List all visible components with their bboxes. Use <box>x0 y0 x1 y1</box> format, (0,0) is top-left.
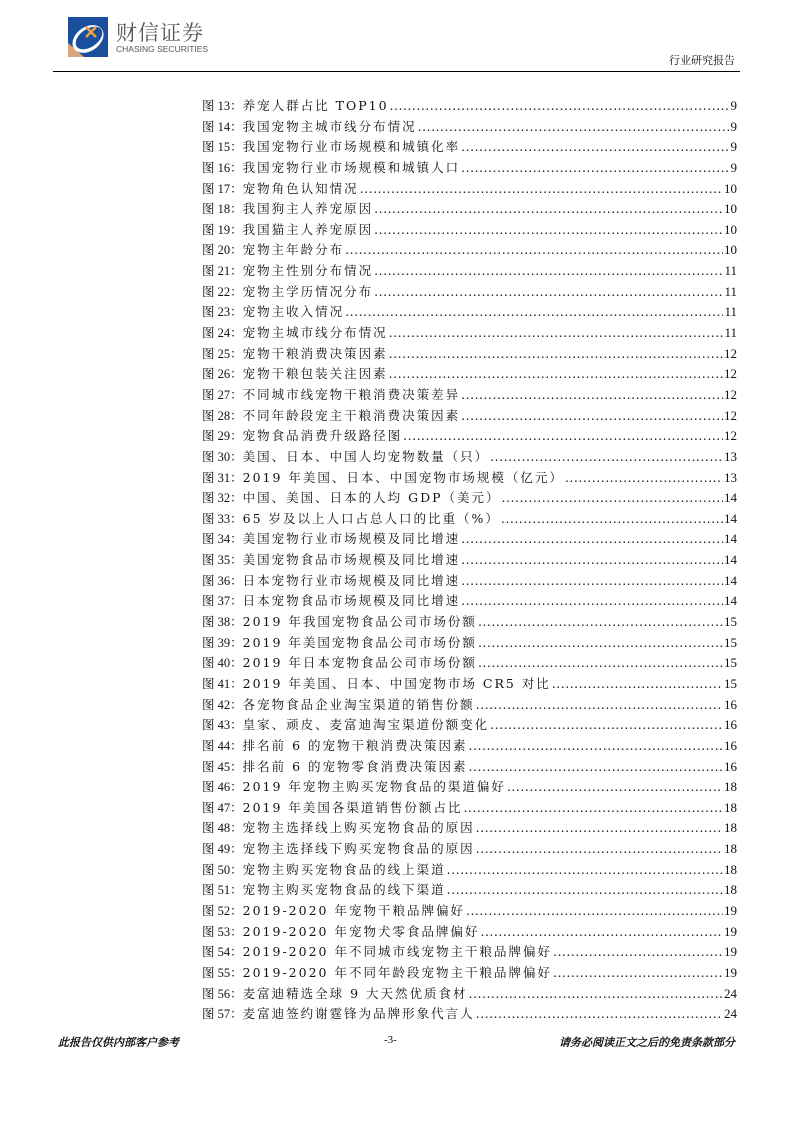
toc-entry-title: 宠物主选择线上购买宠物食品的原因 <box>242 820 475 836</box>
toc-entry[interactable] <box>202 591 737 612</box>
header-divider <box>53 71 740 72</box>
toc-entry[interactable] <box>202 571 737 592</box>
toc-entry-title: 日本宠物食品市场规模及同比增速 <box>242 593 461 609</box>
toc-entry-label: 图 51： <box>202 883 243 898</box>
footer-disclaimer-right: 请务必阅读正文之后的免责条款部分 <box>559 1036 735 1049</box>
toc-entry[interactable] <box>202 302 737 323</box>
toc-entry-page: 18 <box>724 799 737 815</box>
toc-leader-dots <box>490 449 723 464</box>
toc-entry-title: 2019-2020 年宠物犬零食品牌偏好 <box>242 923 480 939</box>
toc-entry-label: 图 44： <box>202 738 243 753</box>
toc-entry[interactable] <box>202 612 737 633</box>
toc-entry[interactable] <box>202 406 737 427</box>
toc-leader-dots <box>553 965 723 980</box>
toc-leader-dots <box>469 738 723 753</box>
toc-entry-label: 图 39： <box>202 635 243 650</box>
toc-entry-title: 宠物主年龄分布 <box>242 242 345 258</box>
toc-leader-dots <box>502 490 723 505</box>
toc-entry-title: 2019 年美国宠物食品公司市场份额 <box>242 634 477 650</box>
toc-entry[interactable] <box>202 633 737 654</box>
toc-entry-page: 11 <box>724 263 737 279</box>
toc-entry-title: 美国、日本、中国人均宠物数量（只） <box>242 448 490 464</box>
toc-entry-label: 图 54： <box>202 945 243 960</box>
toc-entry[interactable] <box>202 488 737 509</box>
toc-leader-dots <box>552 676 723 691</box>
toc-entry-page: 12 <box>724 407 737 423</box>
toc-entry[interactable] <box>202 880 737 901</box>
toc-leader-dots <box>565 470 723 485</box>
toc-entry-label: 图 46： <box>202 780 243 795</box>
toc-entry[interactable] <box>202 839 737 860</box>
toc-entry-title: 我国宠物主城市线分布情况 <box>242 118 417 134</box>
toc-entry-page: 13 <box>724 469 737 485</box>
toc-entry[interactable] <box>202 550 737 571</box>
toc-entry-label: 图 57： <box>202 1007 243 1022</box>
toc-entry-page: 10 <box>724 221 737 237</box>
toc-leader-dots <box>463 800 723 815</box>
toc-leader-dots <box>345 242 723 257</box>
toc-entry-label: 图 25： <box>202 346 243 361</box>
toc-entry[interactable] <box>202 695 737 716</box>
toc-entry[interactable] <box>202 344 737 365</box>
toc-entry-page: 18 <box>724 820 737 836</box>
page-number: -3- <box>384 1034 397 1046</box>
toc-entry-title: 不同年龄段宠主干粮消费决策因素 <box>242 407 461 423</box>
toc-entry[interactable] <box>202 137 737 158</box>
toc-leader-dots <box>389 346 723 361</box>
toc-entry-title: 我国宠物行业市场规模和城镇化率 <box>242 139 461 155</box>
toc-entry-label: 图 56： <box>202 986 243 1001</box>
toc-entry-title: 2019 年我国宠物食品公司市场份额 <box>242 614 477 630</box>
toc-entry-page: 14 <box>724 531 737 547</box>
toc-entry-title: 2019 年宠物主购买宠物食品的渠道偏好 <box>242 779 506 795</box>
toc-entry-title: 宠物主性别分布情况 <box>242 263 374 279</box>
toc-entry-page: 11 <box>724 283 737 299</box>
toc-entry-title: 美国宠物行业市场规模及同比增速 <box>242 531 461 547</box>
toc-entry[interactable] <box>202 509 737 530</box>
toc-entry-page: 18 <box>724 882 737 898</box>
toc-entry-page: 15 <box>724 634 737 650</box>
toc-entry-page: 9 <box>730 118 737 134</box>
toc-leader-dots <box>390 98 730 113</box>
toc-leader-dots <box>447 882 723 897</box>
toc-entry-title: 65 岁及以上人口占总人口的比重（%） <box>242 510 500 526</box>
toc-entry[interactable] <box>202 715 737 736</box>
toc-entry[interactable] <box>202 323 737 344</box>
toc-leader-dots <box>476 1006 723 1021</box>
toc-entry[interactable] <box>202 96 737 117</box>
toc-entry-label: 图 13： <box>202 99 243 113</box>
toc-entry[interactable] <box>202 447 737 468</box>
toc-leader-dots <box>447 862 723 877</box>
toc-entry-title: 宠物主收入情况 <box>242 304 345 320</box>
toc-entry-label: 图 53： <box>202 924 243 939</box>
toc-leader-dots <box>389 366 723 381</box>
toc-entry-page: 12 <box>724 345 737 361</box>
toc-entry[interactable] <box>202 385 737 406</box>
toc-entry[interactable] <box>202 364 737 385</box>
toc-entry-page: 12 <box>724 428 737 444</box>
toc-entry-label: 图 16： <box>202 160 243 175</box>
toc-entry[interactable] <box>202 653 737 674</box>
toc-entry-title: 宠物干粮包装关注因素 <box>242 366 388 382</box>
toc-entry[interactable] <box>202 282 737 303</box>
toc-entry-title: 2019-2020 年不同年龄段宠物主干粮品牌偏好 <box>242 964 552 980</box>
toc-entry-label: 图 50： <box>202 862 243 877</box>
toc-entry-title: 2019 年美国各渠道销售份额占比 <box>242 799 463 815</box>
toc-entry-page: 16 <box>724 737 737 753</box>
toc-entry-label: 图 29： <box>202 429 243 444</box>
toc-entry-page: 12 <box>724 386 737 402</box>
toc-leader-dots <box>553 944 723 959</box>
toc-entry-page: 18 <box>724 841 737 857</box>
toc-entry[interactable] <box>202 757 737 778</box>
toc-entry-page: 19 <box>724 964 737 980</box>
toc-entry[interactable] <box>202 117 737 138</box>
toc-entry-page: 14 <box>724 510 737 526</box>
toc-entry-title: 皇家、顽皮、麦富迪淘宝渠道份额变化 <box>242 717 490 733</box>
toc-entry-page: 14 <box>724 572 737 588</box>
toc-entry[interactable] <box>202 922 737 943</box>
toc-leader-dots <box>345 304 723 319</box>
toc-entry-label: 图 17： <box>202 181 243 196</box>
toc-entry-title: 2019 年日本宠物食品公司市场份额 <box>242 655 477 671</box>
toc-entry-page: 10 <box>724 201 737 217</box>
footer-disclaimer-left: 此报告仅供内部客户参考 <box>58 1036 179 1049</box>
toc-entry-page: 15 <box>724 655 737 671</box>
toc-entry[interactable] <box>202 261 737 282</box>
toc-leader-dots <box>374 222 723 237</box>
toc-entry-label: 图 37： <box>202 594 243 609</box>
toc-leader-dots <box>461 160 729 175</box>
toc-entry-label: 图 40： <box>202 656 243 671</box>
toc-entry-label: 图 45： <box>202 759 243 774</box>
toc-entry-title: 宠物主城市线分布情况 <box>242 325 388 341</box>
toc-leader-dots <box>507 779 723 794</box>
toc-entry-title: 宠物干粮消费决策因素 <box>242 345 388 361</box>
toc-entry-title: 我国宠物行业市场规模和城镇人口 <box>242 159 461 175</box>
toc-entry-label: 图 15： <box>202 140 243 155</box>
toc-entry[interactable] <box>202 220 737 241</box>
toc-entry-page: 11 <box>724 304 737 320</box>
toc-entry-page: 18 <box>724 861 737 877</box>
toc-entry-label: 图 22： <box>202 284 243 299</box>
toc-entry-title: 2019-2020 年宠物干粮品牌偏好 <box>242 902 465 918</box>
toc-entry-label: 图 35： <box>202 553 243 568</box>
toc-entry-title: 2019 年美国、日本、中国宠物市场规模（亿元） <box>242 469 564 485</box>
toc-entry-page: 13 <box>724 448 737 464</box>
toc-entry-label: 图 30： <box>202 449 243 464</box>
toc-entry-page: 18 <box>724 779 737 795</box>
toc-entry[interactable] <box>202 158 737 179</box>
toc-entry-title: 2019-2020 年不同城市线宠物主干粮品牌偏好 <box>242 944 552 960</box>
toc-leader-dots <box>374 201 723 216</box>
toc-leader-dots <box>418 119 730 134</box>
toc-entry-label: 图 32： <box>202 491 243 506</box>
toc-entry-page: 9 <box>730 159 737 175</box>
toc-entry-page: 24 <box>724 985 737 1001</box>
toc-entry-page: 14 <box>724 552 737 568</box>
toc-entry-label: 图 19： <box>202 222 243 237</box>
toc-entry-label: 图 33： <box>202 511 243 526</box>
toc-entry[interactable] <box>202 984 737 1005</box>
toc-entry-label: 图 41： <box>202 676 243 691</box>
toc-leader-dots <box>374 284 723 299</box>
toc-leader-dots <box>478 635 723 650</box>
toc-entry-page: 19 <box>724 902 737 918</box>
toc-entry-label: 图 26： <box>202 367 243 382</box>
toc-entry-page: 10 <box>724 242 737 258</box>
toc-entry-label: 图 43： <box>202 718 243 733</box>
toc-entry-label: 图 49： <box>202 842 243 857</box>
toc-entry-title: 我国猫主人养宠原因 <box>242 221 374 237</box>
toc-entry[interactable] <box>202 426 737 447</box>
toc-entry-title: 各宠物食品企业淘宝渠道的销售份额 <box>242 696 475 712</box>
toc-entry-title: 日本宠物行业市场规模及同比增速 <box>242 572 461 588</box>
toc-entry-title: 宠物主学历情况分布 <box>242 283 374 299</box>
toc-entry-label: 图 21： <box>202 264 243 279</box>
toc-entry-title: 宠物主购买宠物食品的线上渠道 <box>242 861 446 877</box>
toc-leader-dots <box>403 428 723 443</box>
toc-entry-title: 麦富迪签约谢霆锋为品牌形象代言人 <box>242 1006 475 1022</box>
toc-leader-dots <box>374 263 723 278</box>
toc-entry-label: 图 38： <box>202 615 243 630</box>
toc-entry[interactable] <box>202 777 737 798</box>
toc-entry-title: 不同城市线宠物干粮消费决策差异 <box>242 386 461 402</box>
toc-leader-dots <box>461 408 723 423</box>
toc-entry-label: 图 36： <box>202 573 243 588</box>
toc-entry-page: 16 <box>724 758 737 774</box>
toc-entry[interactable] <box>202 798 737 819</box>
toc-entry-label: 图 31： <box>202 470 243 485</box>
toc-entry-title: 排名前 6 的宠物干粮消费决策因素 <box>242 737 468 753</box>
toc-entry-title: 养宠人群占比 TOP10 <box>242 98 389 113</box>
logo-chinese-name: 财信证券 <box>116 21 204 45</box>
toc-entry-title: 宠物主选择线下购买宠物食品的原因 <box>242 841 475 857</box>
toc-entry-page: 16 <box>724 717 737 733</box>
toc-entry-label: 图 52： <box>202 903 243 918</box>
toc-entry-title: 我国狗主人养宠原因 <box>242 201 374 217</box>
toc-entry[interactable] <box>202 240 737 261</box>
toc-leader-dots <box>476 697 723 712</box>
toc-leader-dots <box>461 552 723 567</box>
toc-entry-page: 11 <box>724 325 737 341</box>
toc-entry-page: 24 <box>724 1006 737 1022</box>
toc-entry-label: 图 42： <box>202 697 243 712</box>
figure-table-of-contents <box>202 96 737 1025</box>
toc-entry-label: 图 23： <box>202 305 243 320</box>
toc-leader-dots <box>360 181 723 196</box>
toc-entry-label: 图 27： <box>202 387 243 402</box>
toc-entry-title: 宠物角色认知情况 <box>242 180 359 196</box>
toc-entry-page: 15 <box>724 675 737 691</box>
toc-entry-page: 19 <box>724 944 737 960</box>
toc-entry-page: 12 <box>724 366 737 382</box>
toc-entry-label: 图 28： <box>202 408 243 423</box>
toc-entry-label: 图 24： <box>202 326 243 341</box>
toc-entry[interactable] <box>202 674 737 695</box>
toc-leader-dots <box>461 593 723 608</box>
toc-leader-dots <box>478 614 723 629</box>
toc-entry-title: 美国宠物食品市场规模及同比增速 <box>242 552 461 568</box>
report-type-label: 行业研究报告 <box>669 54 735 67</box>
toc-entry-label: 图 34： <box>202 532 243 547</box>
toc-entry-page: 16 <box>724 696 737 712</box>
toc-entry[interactable] <box>202 736 737 757</box>
toc-leader-dots <box>461 139 729 154</box>
toc-entry-title: 2019 年美国、日本、中国宠物市场 CR5 对比 <box>242 675 551 691</box>
toc-entry-page: 19 <box>724 923 737 939</box>
toc-entry[interactable] <box>202 860 737 881</box>
toc-entry-label: 图 48： <box>202 821 243 836</box>
company-logo-icon <box>68 17 108 57</box>
toc-leader-dots <box>501 511 723 526</box>
toc-leader-dots <box>469 986 723 1001</box>
toc-entry-label: 图 18： <box>202 202 243 217</box>
toc-entry[interactable] <box>202 468 737 489</box>
toc-leader-dots <box>476 820 723 835</box>
toc-entry-page: 10 <box>724 180 737 196</box>
toc-leader-dots <box>389 325 724 340</box>
toc-leader-dots <box>478 655 723 670</box>
toc-leader-dots <box>461 573 723 588</box>
toc-entry-title: 宠物食品消费升级路径图 <box>242 428 403 444</box>
toc-leader-dots <box>466 903 723 918</box>
toc-entry-title: 麦富迪精选全球 9 大天然优质食材 <box>242 985 468 1001</box>
toc-entry[interactable] <box>202 942 737 963</box>
toc-entry-label: 图 20： <box>202 243 243 258</box>
toc-entry-page: 14 <box>724 593 737 609</box>
toc-entry-title: 宠物主购买宠物食品的线下渠道 <box>242 882 446 898</box>
toc-entry[interactable] <box>202 179 737 200</box>
toc-leader-dots <box>461 531 723 546</box>
toc-leader-dots <box>469 759 723 774</box>
toc-entry-title: 中国、美国、日本的人均 GDP（美元） <box>242 490 501 506</box>
toc-entry[interactable] <box>202 818 737 839</box>
toc-leader-dots <box>461 387 723 402</box>
toc-leader-dots <box>480 924 723 939</box>
toc-entry[interactable] <box>202 529 737 550</box>
toc-entry-page: 14 <box>724 490 737 506</box>
toc-entry-label: 图 47： <box>202 800 243 815</box>
toc-entry-page: 9 <box>730 139 737 155</box>
toc-entry[interactable] <box>202 901 737 922</box>
toc-entry-label: 图 14： <box>202 119 243 134</box>
toc-entry-page: 15 <box>724 614 737 630</box>
toc-leader-dots <box>490 717 723 732</box>
toc-entry-page: 9 <box>730 98 737 113</box>
toc-entry[interactable] <box>202 1004 737 1025</box>
toc-entry-title: 排名前 6 的宠物零食消费决策因素 <box>242 758 468 774</box>
logo-english-name: CHASING SECURITIES <box>116 44 209 54</box>
toc-leader-dots <box>476 841 723 856</box>
toc-entry[interactable] <box>202 199 737 220</box>
toc-entry[interactable] <box>202 963 737 984</box>
toc-entry-label: 图 55： <box>202 965 243 980</box>
